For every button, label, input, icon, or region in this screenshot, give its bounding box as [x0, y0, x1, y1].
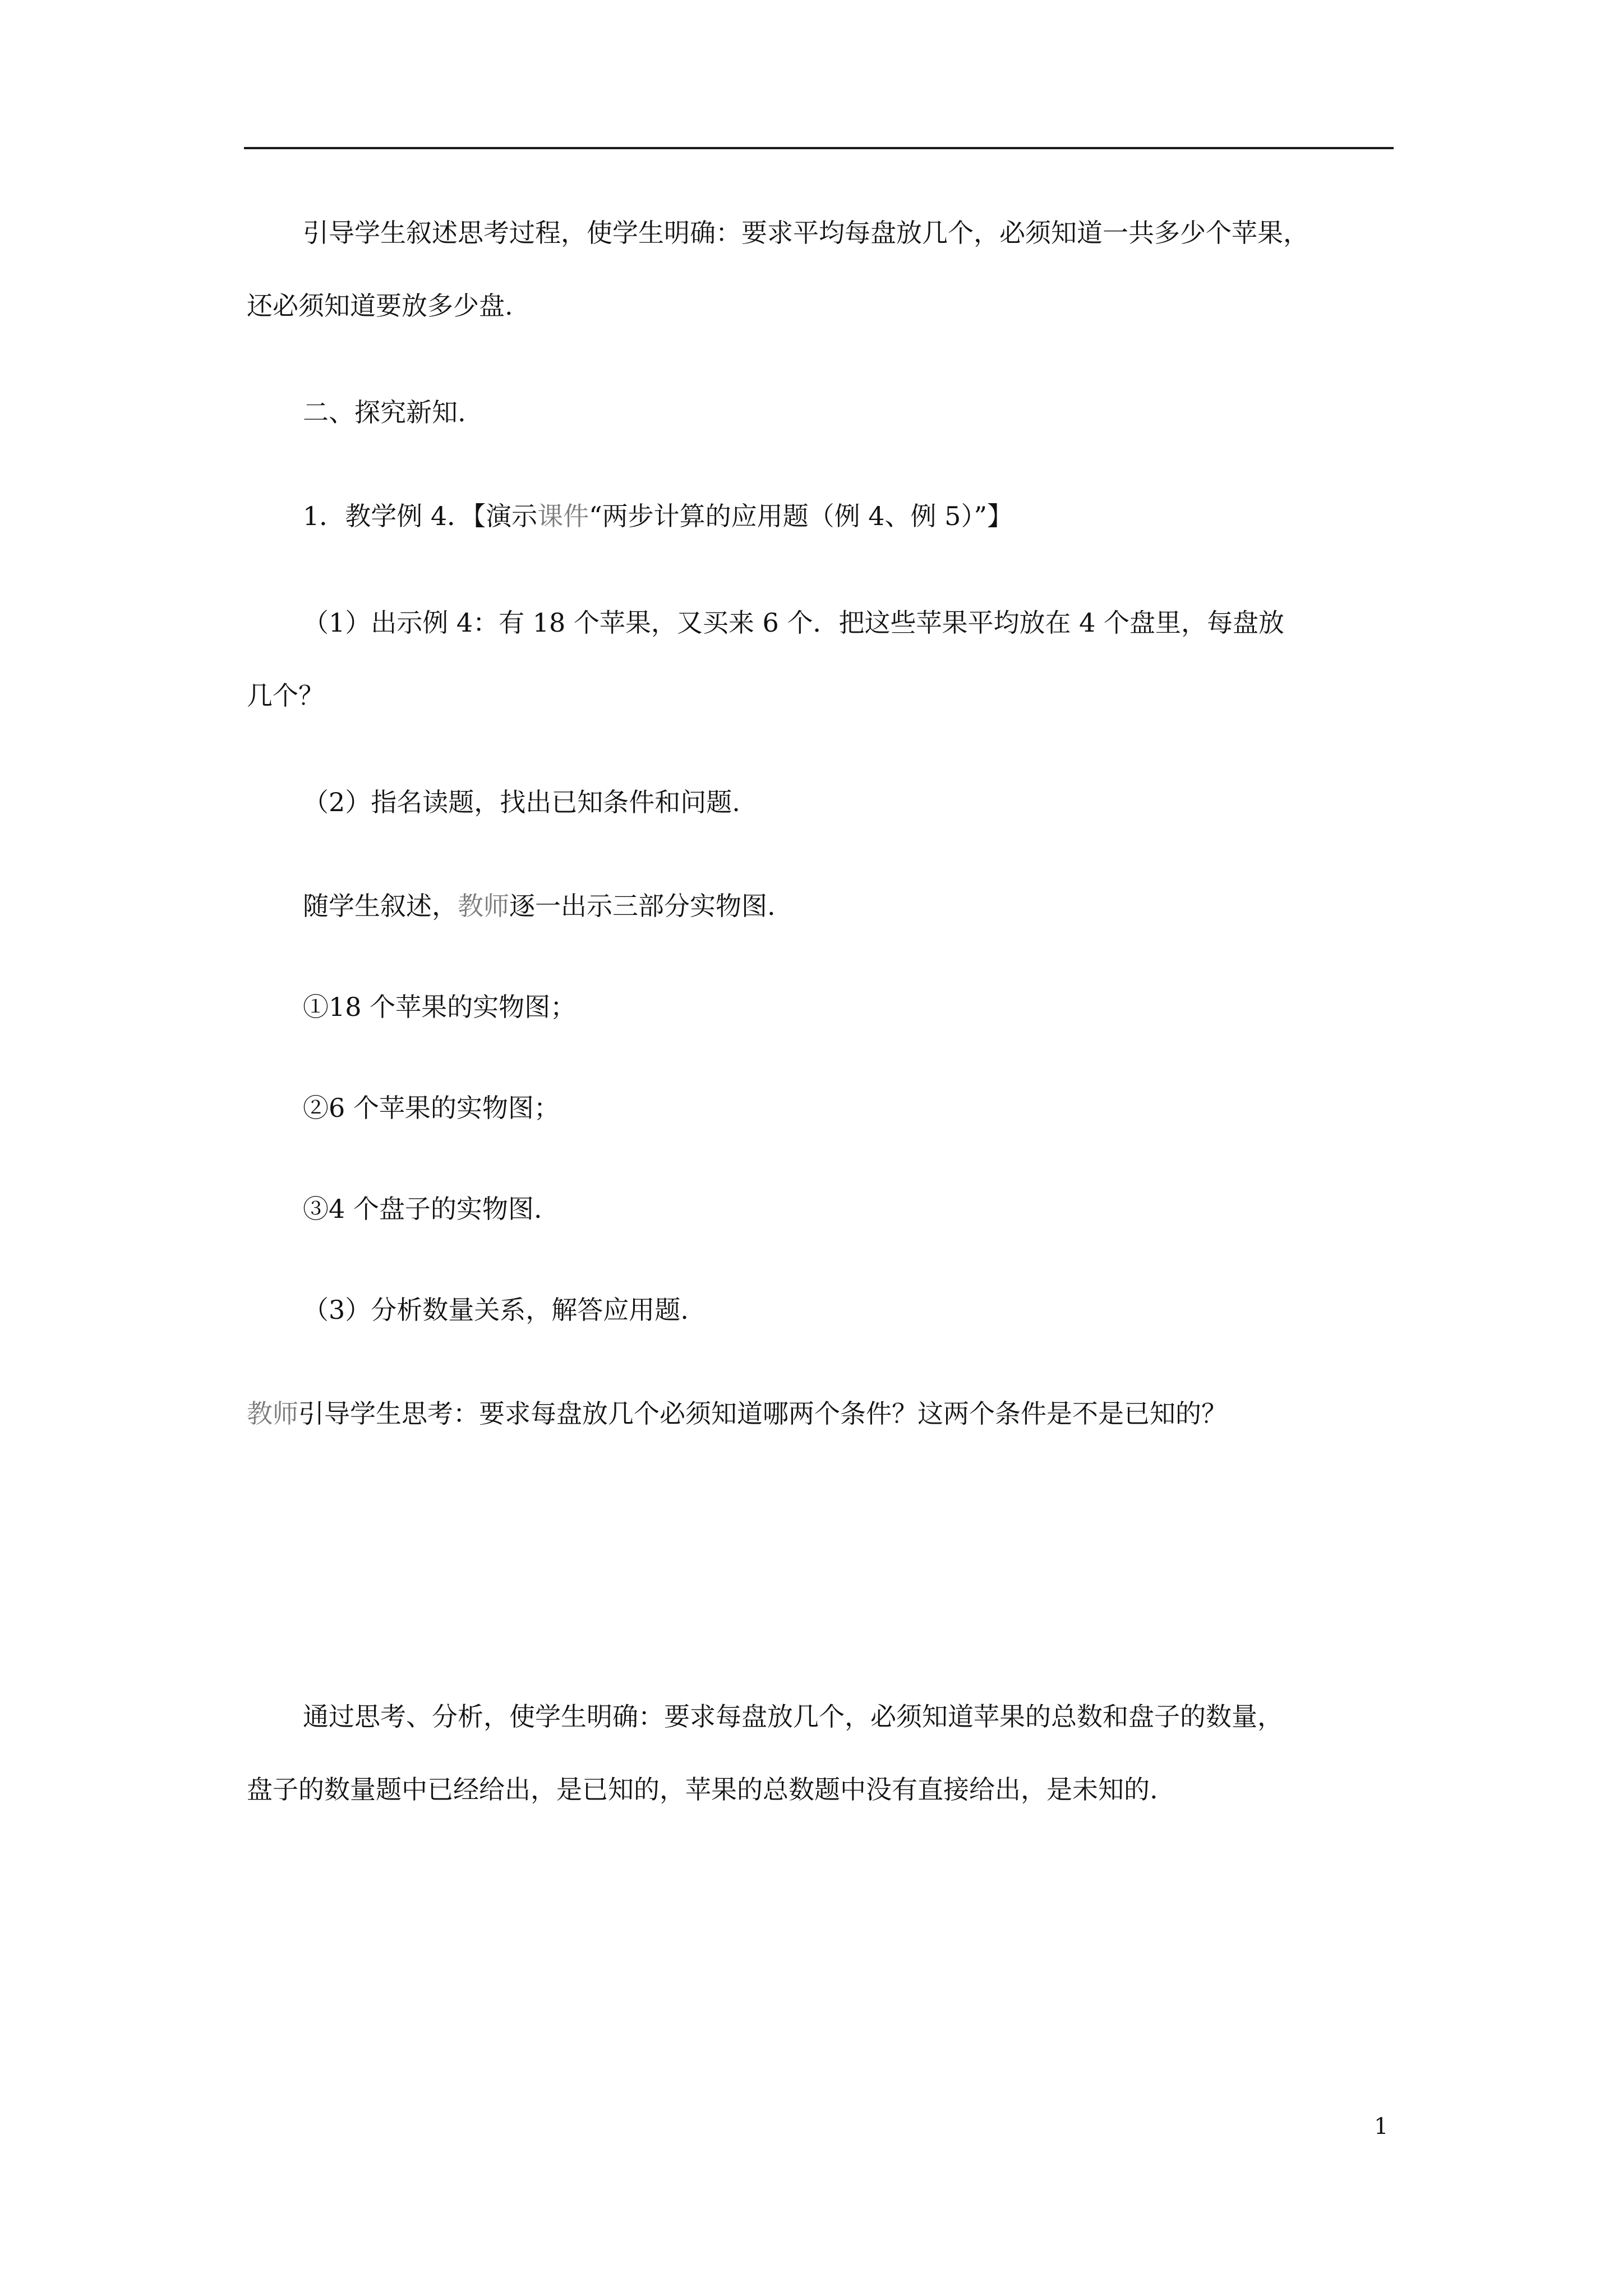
paragraph-line: （3）分析数量关系，解答应用题.: [303, 1295, 689, 1325]
list-item: ①18 个苹果的实物图；: [303, 992, 577, 1022]
paragraph-line: [247, 474, 1394, 558]
text-segment: 引导学生思考：要求每盘放几个必须知道哪两个条件？这两个条件是不是已知的？: [298, 1398, 1227, 1429]
page-number: 1: [1374, 2114, 1389, 2139]
section-heading: 二、探究新知.: [303, 397, 466, 427]
paragraph-line: （2）指名读题，找出已知条件和问题.: [303, 787, 740, 817]
text-segment: 随学生叙述，: [303, 891, 458, 921]
text-segment: 逐一出示三部分实物图.: [509, 891, 776, 921]
paragraph-line: 几个？: [247, 680, 324, 711]
highlighted-term: 教师: [247, 1398, 298, 1429]
text-segment: “两步计算的应用题（例 4、例 5）”】: [589, 501, 1013, 531]
paragraph-line: 通过思考、分析，使学生明确：要求每盘放几个，必须知道苹果的总数和盘子的数量，: [303, 1701, 1283, 1732]
paragraph-line: 还必须知道要放多少盘.: [247, 291, 513, 321]
header-rule: [244, 147, 1394, 149]
highlighted-term: 教师: [458, 891, 509, 921]
text-segment: 1．教学例 4．【演示: [303, 501, 538, 531]
list-item: ②6 个苹果的实物图；: [303, 1093, 560, 1123]
list-item: ③4 个盘子的实物图.: [303, 1194, 542, 1224]
highlighted-term: 课件: [537, 501, 589, 531]
paragraph-line: [247, 864, 1394, 948]
paragraph-line: （1）出示例 4：有 18 个苹果，又买来 6 个．把这些苹果平均放在 4 个盘里，每盘放: [303, 608, 1284, 638]
paragraph-line: [247, 1372, 1394, 1456]
paragraph-line: 盘子的数量题中已经给出，是已知的，苹果的总数题中没有直接给出，是未知的.: [247, 1774, 1158, 1805]
paragraph-line: 引导学生叙述思考过程，使学生明确：要求平均每盘放几个，必须知道一共多少个苹果，: [303, 218, 1309, 248]
